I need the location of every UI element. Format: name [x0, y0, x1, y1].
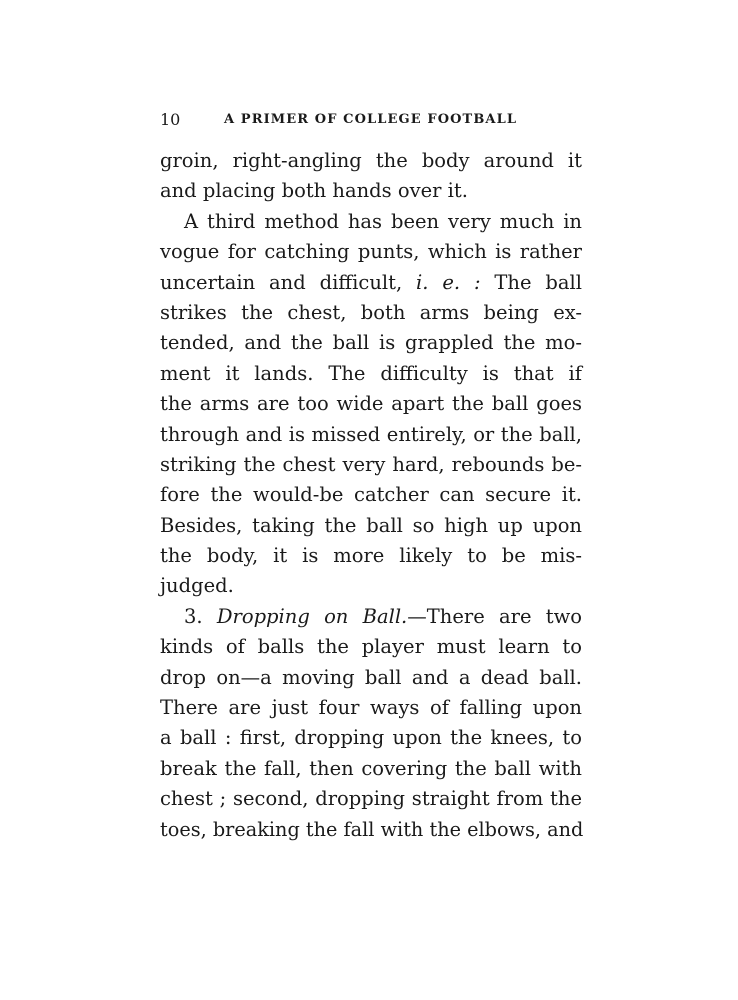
text-line: the arms are too wide apart the ball goes — [160, 392, 582, 416]
text-line: strikes the chest, both arms being ex- — [160, 300, 582, 324]
text-line: tended, and the ball is grappled the mo- — [160, 331, 582, 355]
text-line: drop on—a moving ball and a dead ball. — [160, 665, 582, 689]
text-line: ment it lands. The difficulty is that if — [160, 361, 582, 385]
text-line: judged. — [160, 574, 234, 598]
running-title: A PRIMER OF COLLEGE FOOTBALL — [224, 112, 518, 127]
text-line: through and is missed entirely, or the ball, — [160, 422, 582, 446]
section-heading: Dropping on Ball. — [216, 604, 408, 628]
text-line: striking the chest very hard, rebounds be- — [160, 452, 582, 476]
text-line: a ball : first, dropping upon the knees, to — [160, 726, 582, 750]
text-line: uncertain and difficult, i. e. : The ball — [160, 270, 582, 294]
text-line: chest ; second, dropping straight from the — [160, 787, 582, 811]
text-line: and placing both hands over it. — [160, 179, 468, 203]
latin-abbreviation: i. e. : — [416, 270, 481, 294]
text-line: kinds of balls the player must learn to — [160, 635, 582, 659]
text-line: A third method has been very much in — [184, 209, 582, 233]
text-line: There are just four ways of falling upon — [160, 696, 582, 720]
page-number: 10 — [160, 110, 181, 129]
text-line: Besides, taking the ball so high up upon — [160, 513, 582, 537]
section-heading-line: 3. Dropping on Ball.—There are two — [184, 604, 583, 628]
text-line: the body, it is more likely to be mis- — [160, 544, 582, 568]
running-head — [160, 109, 582, 131]
text-line: toes, breaking the fall with the elbows, and — [160, 817, 584, 841]
text-line: fore the would-be catcher can secure it. — [160, 483, 582, 507]
text-line: break the fall, then covering the ball with — [160, 756, 582, 780]
text-line: groin, right-angling the body around it — [160, 149, 582, 172]
text-line: vogue for catching punts, which is rather — [160, 240, 582, 264]
body-text — [160, 146, 582, 845]
